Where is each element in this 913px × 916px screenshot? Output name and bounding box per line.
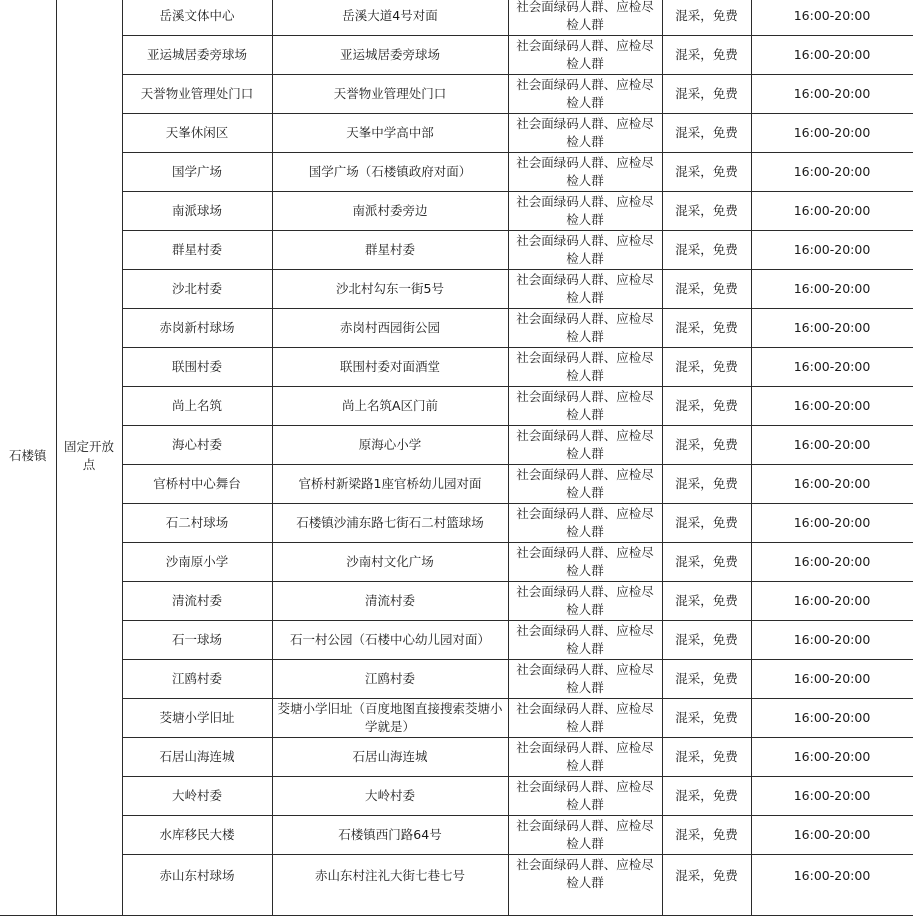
address-cell: 石楼镇沙浦东路七街石二村篮球场 — [272, 504, 508, 543]
address-cell: 石居山海连城 — [272, 738, 508, 777]
sampling-method-cell: 混采，免费 — [662, 621, 751, 660]
target-crowd-cell: 社会面绿码人群、应检尽检人群 — [508, 192, 662, 231]
sampling-method-cell: 混采，免费 — [662, 153, 751, 192]
target-crowd-cell: 社会面绿码人群、应检尽检人群 — [508, 504, 662, 543]
target-crowd-cell: 社会面绿码人群、应检尽检人群 — [508, 543, 662, 582]
site-name-cell: 岳溪文体中心 — [122, 0, 272, 36]
open-hours-cell: 16:00-20:00 — [751, 153, 913, 192]
address-cell: 赤山东村注礼大街七巷七号 — [272, 855, 508, 916]
address-cell: 亚运城居委旁球场 — [272, 36, 508, 75]
target-crowd-cell: 社会面绿码人群、应检尽检人群 — [508, 621, 662, 660]
site-name-cell: 尚上名筑 — [122, 387, 272, 426]
address-cell: 原海心小学 — [272, 426, 508, 465]
table-row — [0, 0, 913, 36]
address-cell: 江鸥村委 — [272, 660, 508, 699]
target-crowd-cell: 社会面绿码人群、应检尽检人群 — [508, 75, 662, 114]
table-row — [0, 738, 913, 777]
site-name-cell: 石居山海连城 — [122, 738, 272, 777]
sampling-method-cell: 混采，免费 — [662, 855, 751, 916]
address-cell: 赤岗村西园街公园 — [272, 309, 508, 348]
town-cell: 石楼镇 — [0, 0, 56, 916]
open-hours-cell: 16:00-20:00 — [751, 192, 913, 231]
site-name-cell: 南派球场 — [122, 192, 272, 231]
table-row — [0, 777, 913, 816]
address-cell: 大岭村委 — [272, 777, 508, 816]
sampling-method-cell: 混采，免费 — [662, 387, 751, 426]
open-hours-cell: 16:00-20:00 — [751, 660, 913, 699]
target-crowd-cell: 社会面绿码人群、应检尽检人群 — [508, 582, 662, 621]
table-row — [0, 309, 913, 348]
table-row — [0, 348, 913, 387]
sampling-method-cell: 混采，免费 — [662, 231, 751, 270]
table-row — [0, 699, 913, 738]
open-hours-cell: 16:00-20:00 — [751, 465, 913, 504]
sampling-method-cell: 混采，免费 — [662, 36, 751, 75]
site-name-cell: 天峯休闲区 — [122, 114, 272, 153]
target-crowd-cell: 社会面绿码人群、应检尽检人群 — [508, 387, 662, 426]
open-hours-cell: 16:00-20:00 — [751, 621, 913, 660]
site-type-cell: 固定开放点 — [56, 0, 122, 916]
target-crowd-cell: 社会面绿码人群、应检尽检人群 — [508, 465, 662, 504]
site-name-cell: 官桥村中心舞台 — [122, 465, 272, 504]
open-hours-cell: 16:00-20:00 — [751, 777, 913, 816]
open-hours-cell: 16:00-20:00 — [751, 582, 913, 621]
target-crowd-cell: 社会面绿码人群、应检尽检人群 — [508, 348, 662, 387]
sampling-method-cell: 混采，免费 — [662, 660, 751, 699]
open-hours-cell: 16:00-20:00 — [751, 309, 913, 348]
address-cell: 沙南村文化广场 — [272, 543, 508, 582]
target-crowd-cell: 社会面绿码人群、应检尽检人群 — [508, 777, 662, 816]
open-hours-cell: 16:00-20:00 — [751, 699, 913, 738]
table-row — [0, 387, 913, 426]
table-row — [0, 75, 913, 114]
table-row — [0, 543, 913, 582]
table-row — [0, 231, 913, 270]
address-cell: 国学广场（石楼镇政府对面） — [272, 153, 508, 192]
table-row — [0, 426, 913, 465]
address-cell: 天誉物业管理处门口 — [272, 75, 508, 114]
target-crowd-cell: 社会面绿码人群、应检尽检人群 — [508, 426, 662, 465]
site-name-cell: 群星村委 — [122, 231, 272, 270]
table-row — [0, 192, 913, 231]
sampling-method-cell: 混采，免费 — [662, 192, 751, 231]
table-row — [0, 153, 913, 192]
sampling-method-cell: 混采，免费 — [662, 504, 751, 543]
site-name-cell: 大岭村委 — [122, 777, 272, 816]
target-crowd-cell: 社会面绿码人群、应检尽检人群 — [508, 0, 662, 36]
address-cell: 群星村委 — [272, 231, 508, 270]
target-crowd-cell: 社会面绿码人群、应检尽检人群 — [508, 816, 662, 855]
target-crowd-cell: 社会面绿码人群、应检尽检人群 — [508, 660, 662, 699]
target-crowd-cell: 社会面绿码人群、应检尽检人群 — [508, 699, 662, 738]
open-hours-cell: 16:00-20:00 — [751, 0, 913, 36]
open-hours-cell: 16:00-20:00 — [751, 75, 913, 114]
site-name-cell: 茭塘小学旧址 — [122, 699, 272, 738]
open-hours-cell: 16:00-20:00 — [751, 270, 913, 309]
table-row — [0, 582, 913, 621]
table-row — [0, 621, 913, 660]
table-row — [0, 816, 913, 855]
open-hours-cell: 16:00-20:00 — [751, 36, 913, 75]
open-hours-cell: 16:00-20:00 — [751, 816, 913, 855]
site-name-cell: 国学广场 — [122, 153, 272, 192]
sampling-method-cell: 混采，免费 — [662, 309, 751, 348]
sampling-method-cell: 混采，免费 — [662, 777, 751, 816]
target-crowd-cell: 社会面绿码人群、应检尽检人群 — [508, 309, 662, 348]
address-cell: 沙北村勾东一街5号 — [272, 270, 508, 309]
target-crowd-cell: 社会面绿码人群、应检尽检人群 — [508, 738, 662, 777]
open-hours-cell: 16:00-20:00 — [751, 114, 913, 153]
sampling-method-cell: 混采，免费 — [662, 75, 751, 114]
target-crowd-cell: 社会面绿码人群、应检尽检人群 — [508, 231, 662, 270]
address-cell: 石一村公园（石楼中心幼儿园对面） — [272, 621, 508, 660]
open-hours-cell: 16:00-20:00 — [751, 426, 913, 465]
open-hours-cell: 16:00-20:00 — [751, 855, 913, 916]
open-hours-cell: 16:00-20:00 — [751, 504, 913, 543]
open-hours-cell: 16:00-20:00 — [751, 387, 913, 426]
sampling-method-cell: 混采，免费 — [662, 699, 751, 738]
target-crowd-cell: 社会面绿码人群、应检尽检人群 — [508, 114, 662, 153]
site-name-cell: 水库移民大楼 — [122, 816, 272, 855]
target-crowd-cell: 社会面绿码人群、应检尽检人群 — [508, 855, 662, 916]
table-row — [0, 855, 913, 916]
sampling-method-cell: 混采，免费 — [662, 0, 751, 36]
address-cell: 南派村委旁边 — [272, 192, 508, 231]
address-cell: 茭塘小学旧址（百度地图直接搜索茭塘小学就是） — [272, 699, 508, 738]
address-cell: 天峯中学高中部 — [272, 114, 508, 153]
table-row — [0, 504, 913, 543]
site-name-cell: 石一球场 — [122, 621, 272, 660]
sampling-method-cell: 混采，免费 — [662, 348, 751, 387]
sampling-method-cell: 混采，免费 — [662, 582, 751, 621]
address-cell: 岳溪大道4号对面 — [272, 0, 508, 36]
sampling-method-cell: 混采，免费 — [662, 738, 751, 777]
sampling-method-cell: 混采，免费 — [662, 816, 751, 855]
sampling-method-cell: 混采，免费 — [662, 114, 751, 153]
address-cell: 石楼镇西门路64号 — [272, 816, 508, 855]
open-hours-cell: 16:00-20:00 — [751, 543, 913, 582]
site-name-cell: 江鸥村委 — [122, 660, 272, 699]
site-name-cell: 赤岗新村球场 — [122, 309, 272, 348]
site-name-cell: 石二村球场 — [122, 504, 272, 543]
site-name-cell: 天誉物业管理处门口 — [122, 75, 272, 114]
address-cell: 清流村委 — [272, 582, 508, 621]
site-name-cell: 沙北村委 — [122, 270, 272, 309]
open-hours-cell: 16:00-20:00 — [751, 231, 913, 270]
target-crowd-cell: 社会面绿码人群、应检尽检人群 — [508, 36, 662, 75]
target-crowd-cell: 社会面绿码人群、应检尽检人群 — [508, 270, 662, 309]
table-row — [0, 660, 913, 699]
site-name-cell: 海心村委 — [122, 426, 272, 465]
site-name-cell: 清流村委 — [122, 582, 272, 621]
sampling-method-cell: 混采，免费 — [662, 426, 751, 465]
address-cell: 官桥村新梁路1座官桥幼儿园对面 — [272, 465, 508, 504]
site-name-cell: 沙南原小学 — [122, 543, 272, 582]
table-row — [0, 465, 913, 504]
open-hours-cell: 16:00-20:00 — [751, 738, 913, 777]
site-name-cell: 亚运城居委旁球场 — [122, 36, 272, 75]
sampling-method-cell: 混采，免费 — [662, 543, 751, 582]
sampling-method-cell: 混采，免费 — [662, 465, 751, 504]
site-name-cell: 赤山东村球场 — [122, 855, 272, 916]
table-row — [0, 270, 913, 309]
address-cell: 联围村委对面酒堂 — [272, 348, 508, 387]
target-crowd-cell: 社会面绿码人群、应检尽检人群 — [508, 153, 662, 192]
table-row — [0, 114, 913, 153]
table-row — [0, 36, 913, 75]
sampling-method-cell: 混采，免费 — [662, 270, 751, 309]
site-name-cell: 联围村委 — [122, 348, 272, 387]
address-cell: 尚上名筑A区门前 — [272, 387, 508, 426]
open-hours-cell: 16:00-20:00 — [751, 348, 913, 387]
